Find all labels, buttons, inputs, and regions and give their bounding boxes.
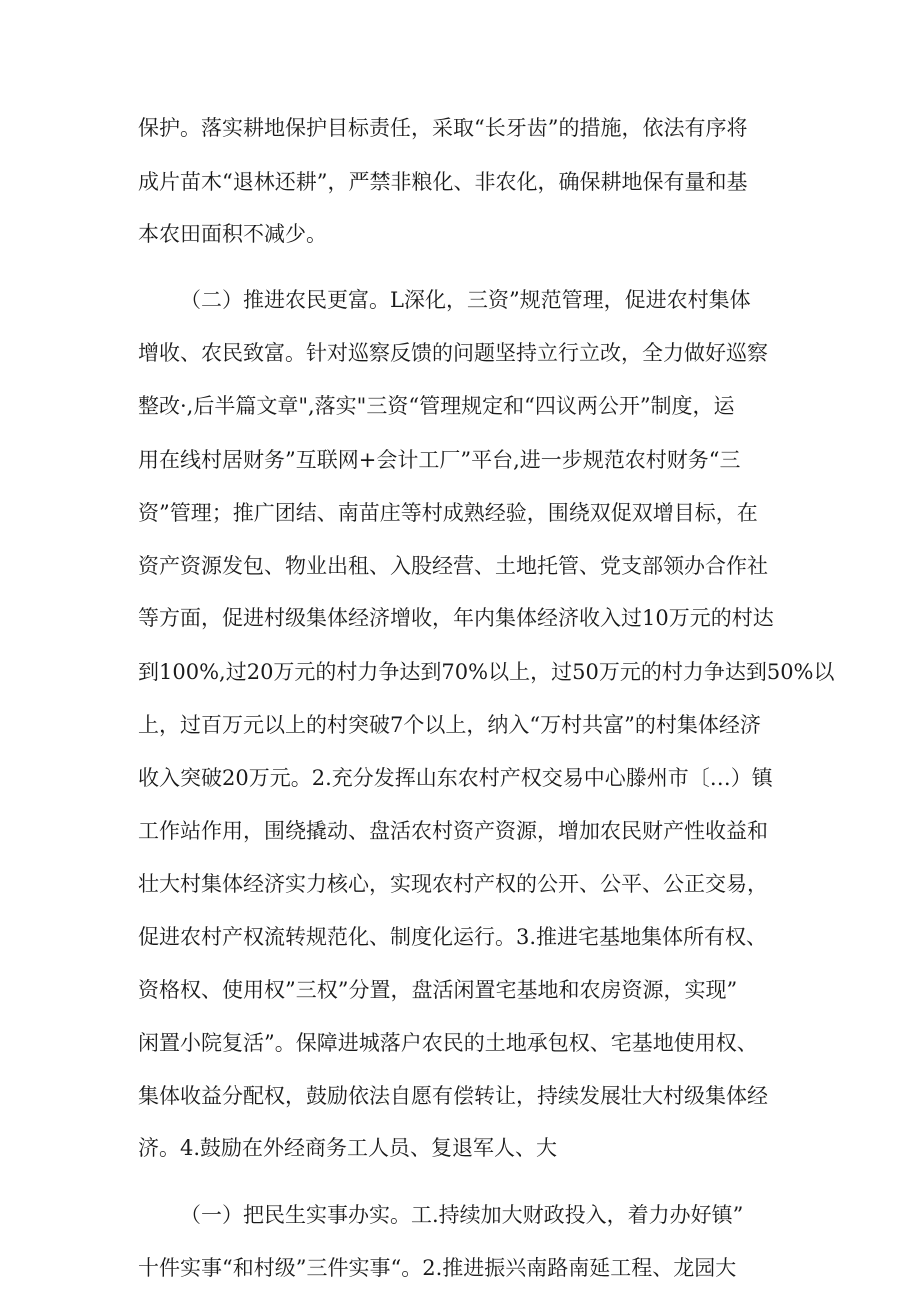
paragraph-line: 资格权、使用权”三权”分置，盘活闲置宅基地和农房资源，实现” bbox=[138, 978, 738, 1002]
paragraph-line: 收入突破20万元。2.充分发挥山东农村产权交易中心滕州市〔…）镇 bbox=[138, 766, 773, 790]
paragraph-line: 成片苗木“退林还耕”，严禁非粮化、非农化，确保耕地保有量和基 bbox=[138, 170, 748, 194]
paragraph-line: 增收、农民致富。针对巡察反馈的问题坚持立行立改，全力做好巡察 bbox=[138, 341, 768, 365]
paragraph-line: 资产资源发包、物业出租、入股经营、土地托管、党支部领办合作社 bbox=[138, 554, 768, 578]
paragraph-line: （一）把民生实事办实。工.持续加大财政投入，着力办好镇” bbox=[180, 1203, 744, 1227]
paragraph-line: 济。4.鼓励在外经商务工人员、复退军人、大 bbox=[138, 1136, 558, 1160]
paragraph-line: 资”管理；推广团结、南苗庄等村成熟经验，围绕双促双增目标，在 bbox=[138, 501, 758, 525]
paragraph-line: 十件实事“和村级”三件实事“。2.推进振兴南路南延工程、龙园大 bbox=[138, 1256, 737, 1280]
paragraph-line: 闲置小院复活”。保障进城落户农民的土地承包权、宅基地使用权、 bbox=[138, 1031, 758, 1055]
paragraph-line: （二）推进农民更富。L深化，三资”规范管理，促进农村集体 bbox=[180, 288, 751, 312]
paragraph-line: 保护。落实耕地保护目标责任，采取“长牙齿”的措施，依法有序将 bbox=[138, 116, 748, 140]
paragraph-line: 到100%,过20万元的村力争达到70%以上，过50万元的村力争达到50%以 bbox=[138, 660, 835, 684]
paragraph-line: 上，过百万元以上的村突破7个以上，纳入“万村共富”的村集体经济 bbox=[138, 713, 761, 737]
paragraph-line: 促进农村产权流转规范化、制度化运行。3.推进宅基地集体所有权、 bbox=[138, 925, 768, 949]
paragraph-line: 用在线村居财务”互联网+会计工厂”平台,进一步规范农村财务“三 bbox=[138, 448, 741, 472]
paragraph-line: 工作站作用，围绕撬动、盘活农村资产资源，增加农民财产性收益和 bbox=[138, 819, 768, 843]
paragraph-line: 本农田面积不减少。 bbox=[138, 222, 327, 246]
paragraph-line: 壮大村集体经济实力核心，实现农村产权的公开、公平、公正交易， bbox=[138, 872, 768, 896]
paragraph-line: 等方面，促进村级集体经济增收，年内集体经济收入过10万元的村达 bbox=[138, 606, 774, 630]
paragraph-line: 整改·,后半篇文章",落实"三资“管理规定和“四议两公开”制度，运 bbox=[138, 394, 735, 418]
paragraph-line: 集体收益分配权，鼓励依法自愿有偿转让，持续发展壮大村级集体经 bbox=[138, 1084, 768, 1108]
